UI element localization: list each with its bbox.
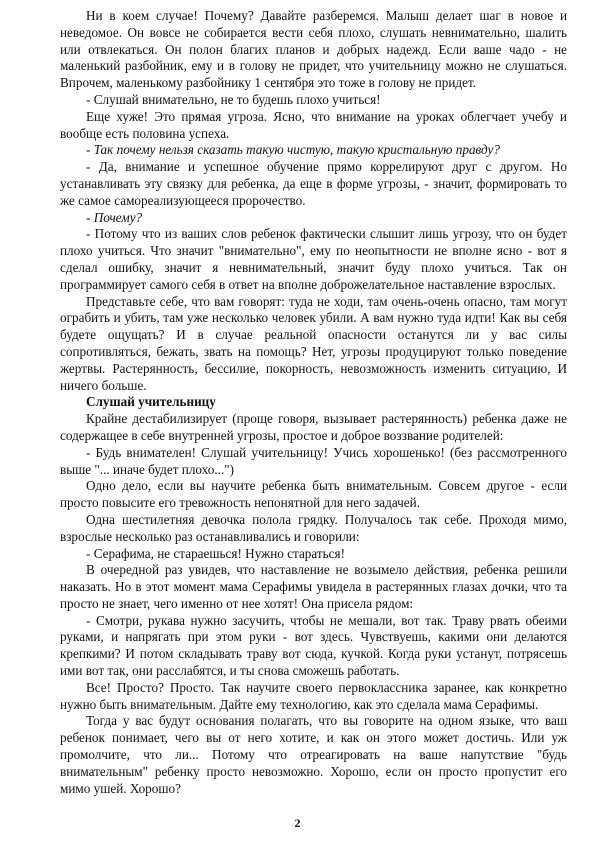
- page-number: 2: [294, 816, 301, 830]
- paragraph-6: Крайне дестабилизирует (проще говоря, вызывает растерянность) ребенка даже не содержащее в себе внутренней угрозы, простое и доброе воззвание родителей:: [60, 411, 567, 443]
- question-line-1: - Так почему нельзя сказать такую чистую, такую кристальную правду?: [86, 142, 500, 158]
- dialogue-line-3: - Серафима, не стараешься! Нужно стараться!: [86, 545, 345, 561]
- paragraph-9: В очередной раз увидев, что наставление не возымело действия, ребенка решили наказать. Но в этот момент мама Серафимы увидела в растерянных глазах дочки, что та просто не знает, чего именно от нее хотят! Она присела рядом:: [60, 562, 567, 611]
- question-line-2: - Почему?: [86, 209, 143, 225]
- paragraph-4: - Потому что из ваших слов ребенок фактически слышит лишь угрозу, что он будет плохо учиться. Что значит "внимательно", ему по неопытности не вполне ясно - вот я сделал ошибку, значит я невнимательный, значит буду плохо учиться. Так он программирует самого себя в ответ на вполне доброжелательное наставление взрослых.: [60, 226, 567, 292]
- dialogue-line-1: - Слушай внимательно, не то будешь плохо учиться!: [86, 91, 381, 107]
- section-heading: Слушай учительницу: [86, 394, 216, 410]
- paragraph-8: Одна шестилетняя девочка полола грядку. Получалось так себе. Проходя мимо, взрослые несколько раз останавливались и говорили:: [60, 511, 567, 544]
- paragraph-5: Представьте себе, что вам говорят: туда не ходи, там очень-очень опасно, там могут ограбить и убить, там уже несколько человек убили. А вам нужно туда идти! Как вы себя будете ощущать? И в случае реальной опасности останутся ли у вас силы сопротивляться, бежать, звать на помощь? Нет, угрозы продуцируют только поведение жертвы. Растерянность, бессилие, покорность, невозможность изменить ситуацию, И ничего больше.: [60, 293, 567, 393]
- paragraph-10: Все! Просто? Просто. Так научите своего первоклассника заранее, как конкретно нужно быть внимательным. Дайте ему технологию, как это сделала мама Серафимы.: [60, 679, 567, 712]
- paragraph-7: Одно дело, если вы научите ребенка быть внимательным. Совсем другое - если просто повысите его тревожность непонятной для него задачей.: [60, 478, 567, 511]
- paragraph-3: - Да, внимание и успешное обучение прямо коррелируют друг с другом. Но устанавливать эту связку для ребенка, да еще в форме угрозы, - значит, формировать то же самое самореализующееся пророчество.: [60, 159, 567, 208]
- page-content: [60, 8, 567, 797]
- paragraph-11: Тогда у вас будут основания полагать, что вы говорите на одном языке, что ваш ребенок понимает, чего вы от него хотите, и как он этого может достичь. Или уж промолчите, что ли... Потому что отреагировать на ваше напутствие "будь внимательным" ребенку просто невозможно. Хорошо, если он просто пропустит его мимо ушей. Хорошо?: [60, 713, 567, 796]
- paragraph-1: Ни в коем случае! Почему? Давайте разберемся. Малыш делает шаг в новое и неведомое. Он вовсе не собирается вести себя плохо, слушать невнимательно, шалить или отвлекаться. Он полон благих планов и добрых надежд. Если ваше чадо - не маленький разбойник, ему и в голову не придет, что учительницу можно не слушаться. Впрочем, маленькому разбойнику 1 сентября это тоже в голову не придет.: [60, 8, 567, 91]
- dialogue-line-4: - Смотри, рукава нужно засучить, чтобы не мешали, вот так. Траву рвать обеими руками, и напрягать при этом руки - вот здесь. Чувствуешь, какими они делаются крепкими? И потом складывать траву вот сюда, кучкой. Когда руки устанут, потрясешь ими вот так, они расслабятся, и ты снова сможешь работать.: [60, 612, 567, 679]
- paragraph-2: Еще хуже! Это прямая угроза. Ясно, что внимание на уроках облегчает учебу и вообще есть половина успеха.: [60, 108, 567, 141]
- dialogue-line-2: - Будь внимателен! Слушай учительницу! Учись хорошенько! (без рассмотренного выше "... иначе будет плохо..."): [60, 444, 567, 477]
